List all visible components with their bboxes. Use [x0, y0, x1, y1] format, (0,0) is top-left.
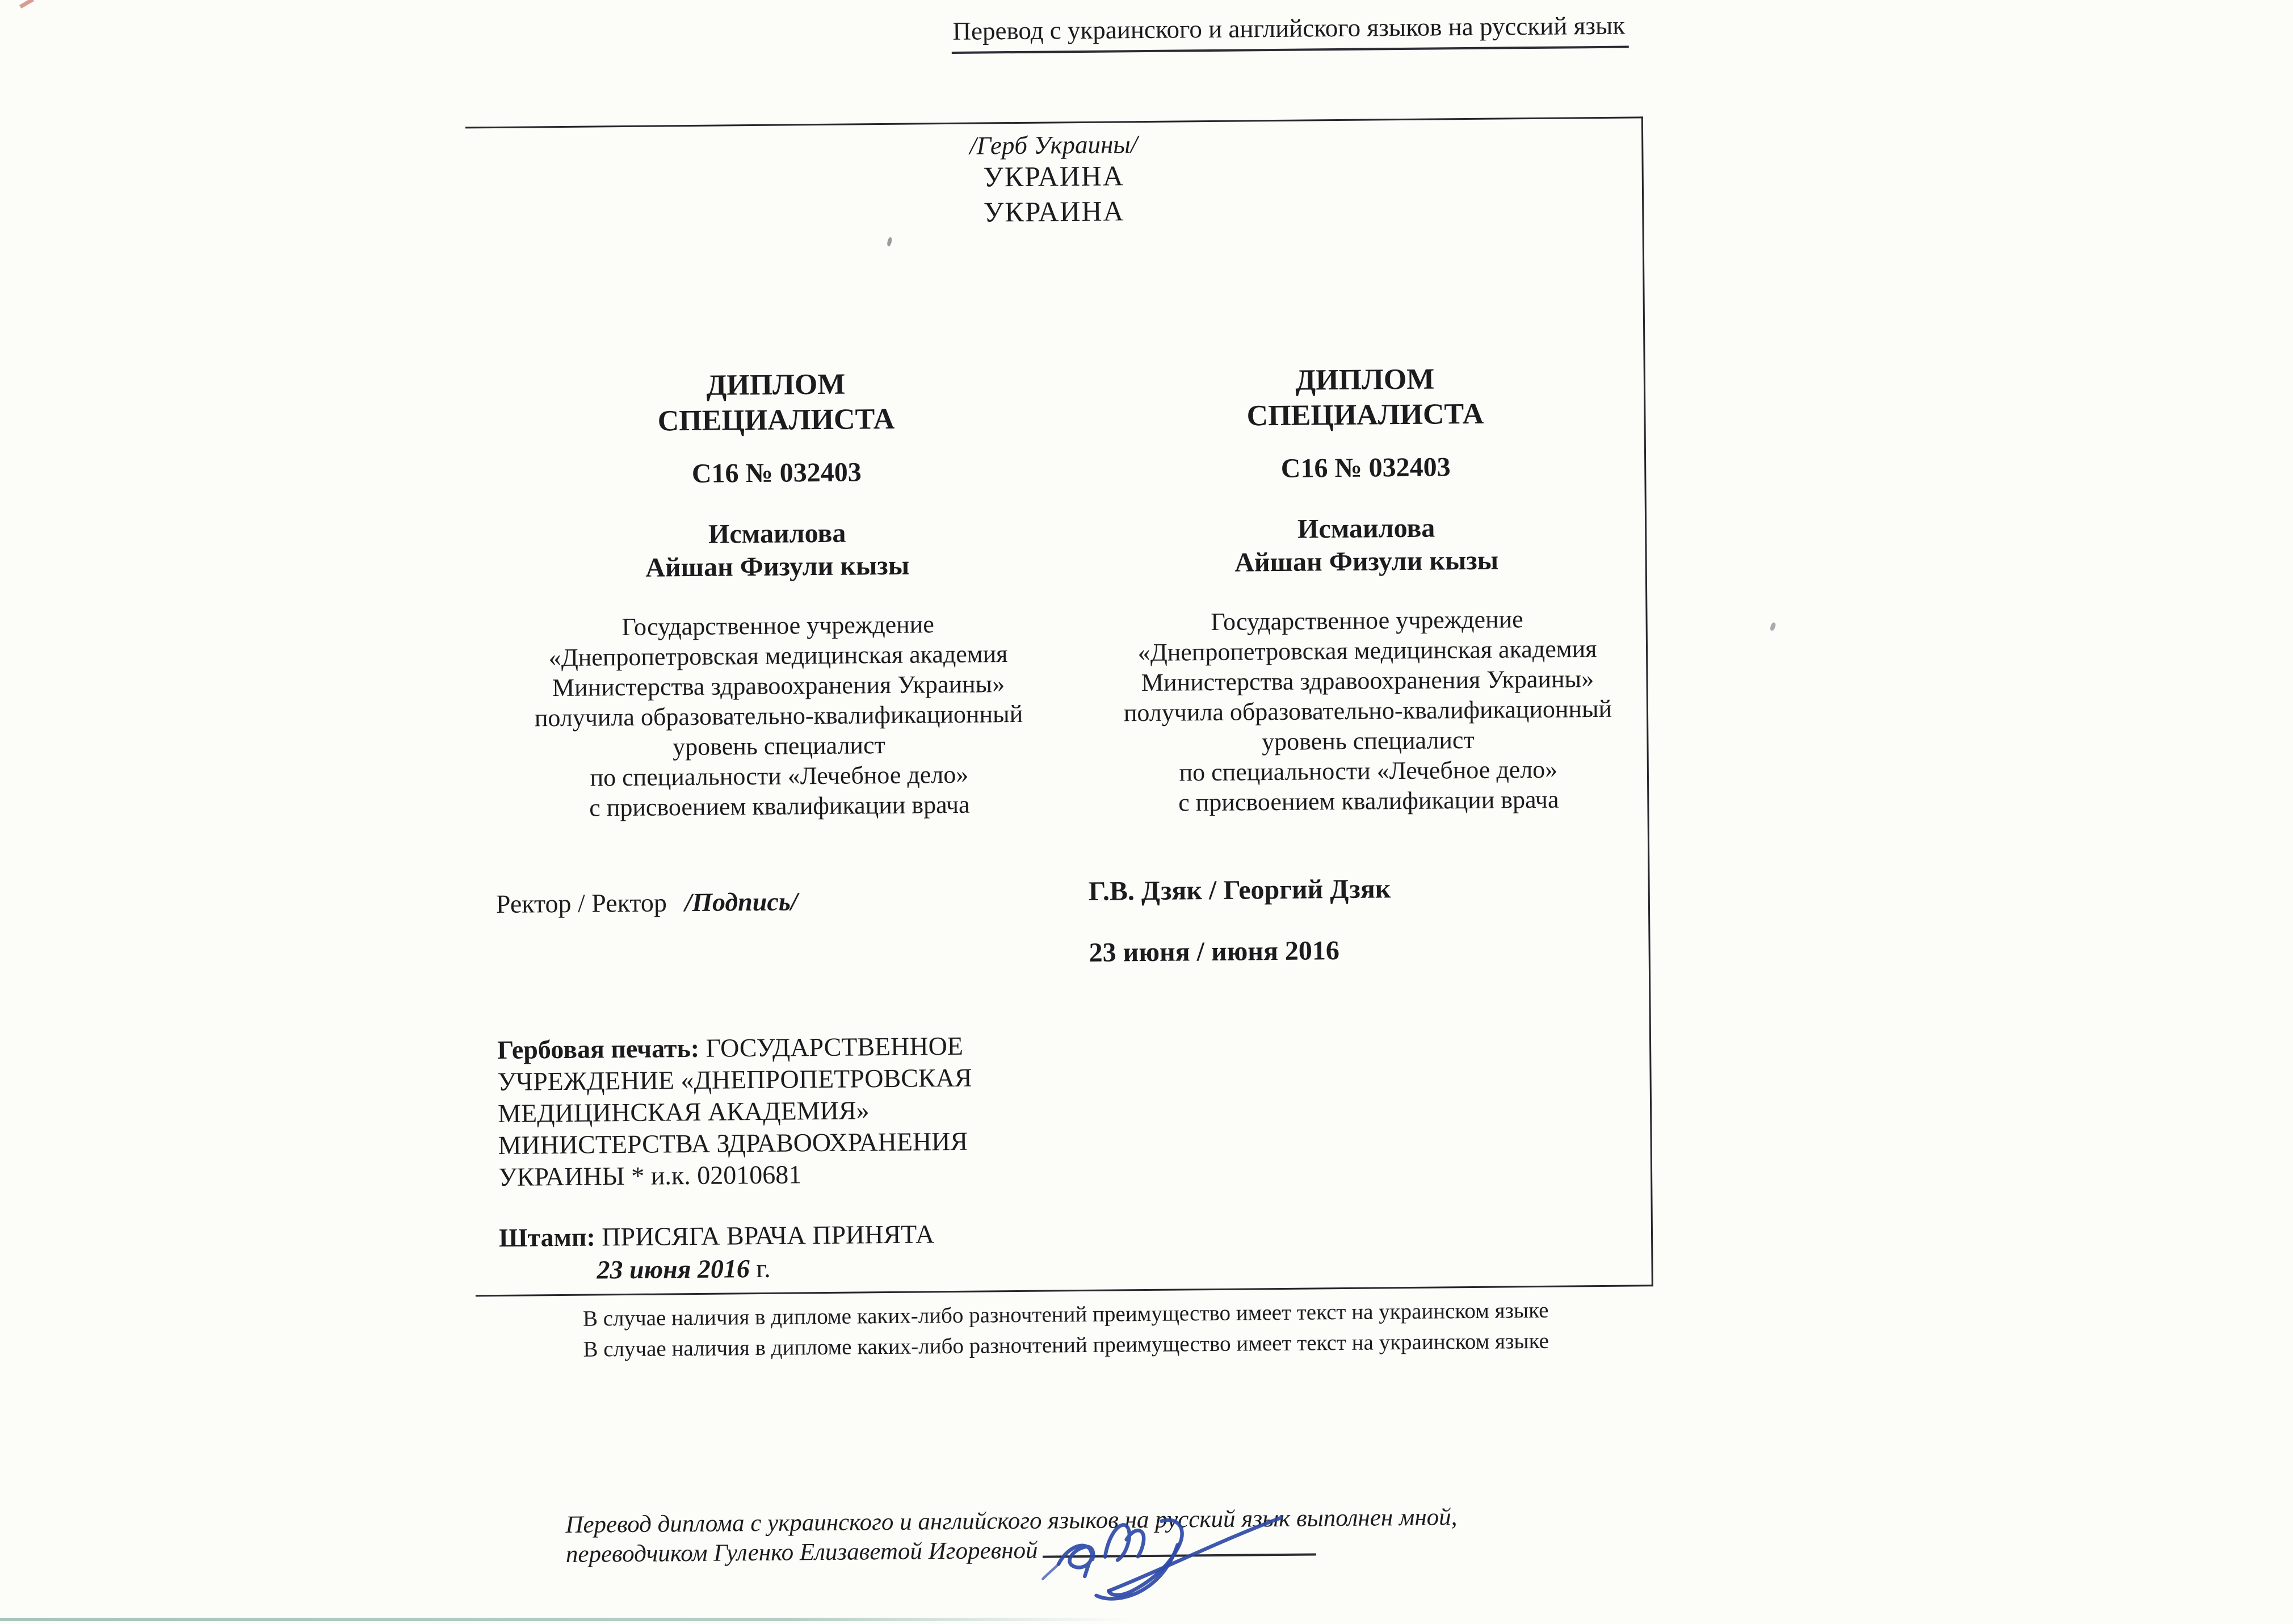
- scan-edge-artifact: [19, 0, 34, 9]
- diploma-body-line: по специальности «Лечебное дело»: [590, 760, 969, 792]
- handwritten-signature: [1025, 1504, 1293, 1623]
- translator-note-line1: Перевод диплома с украинского и английского языков на русский язык выполнен мной,: [565, 1504, 1458, 1538]
- translator-note-line2: переводчиком Гуленко Елизаветой Игоревной: [565, 1537, 1038, 1568]
- holder-surname: Исмаилова: [1297, 513, 1435, 544]
- diploma-holder-name: [1085, 510, 1648, 581]
- rector-name: Г.В. Дзяк / Георгий Дзяк: [1088, 874, 1391, 907]
- issue-date: 23 июня / июня 2016: [1089, 935, 1340, 968]
- seal-line: Гербовая печать: ГОСУДАРСТВЕННОЕ: [497, 1031, 964, 1064]
- rector-signature-line: [496, 886, 798, 919]
- coat-of-arms-note: /Герб Украины/: [969, 130, 1138, 160]
- scan-edge-artifact: [0, 1618, 1129, 1621]
- diploma-title-line2: СПЕЦИАЛИСТА: [1246, 397, 1484, 433]
- diploma-body-line: получила образовательно-квалификационный: [534, 699, 1023, 732]
- stamp-transcription: [499, 1218, 935, 1287]
- diploma-body-line: с присвоением квалификации врача: [1178, 785, 1559, 817]
- diploma-holder-name: [485, 515, 1070, 586]
- signature-placeholder: /Подпись/: [684, 887, 798, 917]
- seal-transcription: [497, 1029, 1066, 1193]
- diploma-title-line2: СПЕЦИАЛИСТА: [657, 402, 895, 438]
- holder-surname: Исмаилова: [708, 518, 846, 549]
- diploma-body-line: уровень специалист: [672, 731, 885, 761]
- diploma-title: [1084, 360, 1647, 435]
- diploma-title: [484, 365, 1069, 440]
- stamp-label: Штамп:: [498, 1222, 596, 1252]
- stamp-date-line: 23 июня 2016 г.: [597, 1253, 771, 1285]
- diploma-column-right: [1082, 118, 1654, 1290]
- diploma-body-line: с присвоением квалификации врача: [589, 790, 970, 822]
- holder-given-names: Айшан Физули кызы: [645, 550, 910, 583]
- diploma-title-line1: ДИПЛОМ: [706, 368, 846, 402]
- diploma-body-line: получила образовательно-квалификационный: [1123, 694, 1612, 727]
- diploma-body-line: по специальности «Лечебное дело»: [1179, 755, 1558, 787]
- country-name-line2: УКРАИНА: [983, 195, 1125, 228]
- translation-header-text: Перевод с украинского и английского языков на русский язык: [952, 11, 1626, 45]
- translator-attestation: [565, 1503, 1458, 1570]
- diploma-body: [1086, 603, 1649, 819]
- diploma-body-line: уровень специалист: [1261, 725, 1475, 756]
- discrepancy-disclaimer-line2: В случае наличия в дипломе каких-либо разночтений преимущество имеет текст на украинском языке: [583, 1328, 1549, 1362]
- country-name-line1: УКРАИНА: [983, 160, 1125, 193]
- seal-label: Гербовая печать:: [497, 1033, 700, 1064]
- diploma-body-line: Министерства здравоохранения Украины»: [552, 670, 1005, 702]
- seal-line: УКРАИНЫ * и.к. 02010681: [498, 1160, 802, 1191]
- rector-label: Ректор / Ректор: [495, 888, 667, 919]
- seal-line: УЧРЕЖДЕНИЕ «ДНЕПРОПЕТРОВСКАЯ: [497, 1063, 972, 1096]
- diploma-frame: [465, 116, 1653, 1296]
- translation-header: [951, 11, 1628, 54]
- holder-given-names: Айшан Физули кызы: [1234, 545, 1499, 578]
- diploma-title-line1: ДИПЛОМ: [1295, 363, 1435, 397]
- discrepancy-disclaimer-line1: В случае наличия в дипломе каких-либо разночтений преимущество имеет текст на украинском языке: [582, 1298, 1549, 1331]
- diploma-body: [485, 608, 1072, 824]
- diploma-serial: С16 № 032403: [1280, 452, 1451, 484]
- seal-line: МИНИСТЕРСТВА ЗДРАВООХРАНЕНИЯ: [498, 1126, 968, 1160]
- diploma-body-line: Государственное учреждение: [1211, 605, 1523, 636]
- diploma-body-line: Государственное учреждение: [621, 610, 934, 641]
- diploma-body-line: «Днепропетровская медицинская академия: [548, 640, 1008, 672]
- stamp-line: Штамп: ПРИСЯГА ВРАЧА ПРИНЯТА: [498, 1219, 935, 1252]
- diploma-body-line: Министерства здравоохранения Украины»: [1141, 665, 1594, 697]
- scan-speck: [1769, 622, 1777, 631]
- diploma-serial: С16 № 032403: [691, 457, 862, 489]
- diploma-body-line: «Днепропетровская медицинская академия: [1137, 635, 1597, 667]
- seal-line: МЕДИЦИНСКАЯ АКАДЕМИЯ»: [497, 1096, 870, 1128]
